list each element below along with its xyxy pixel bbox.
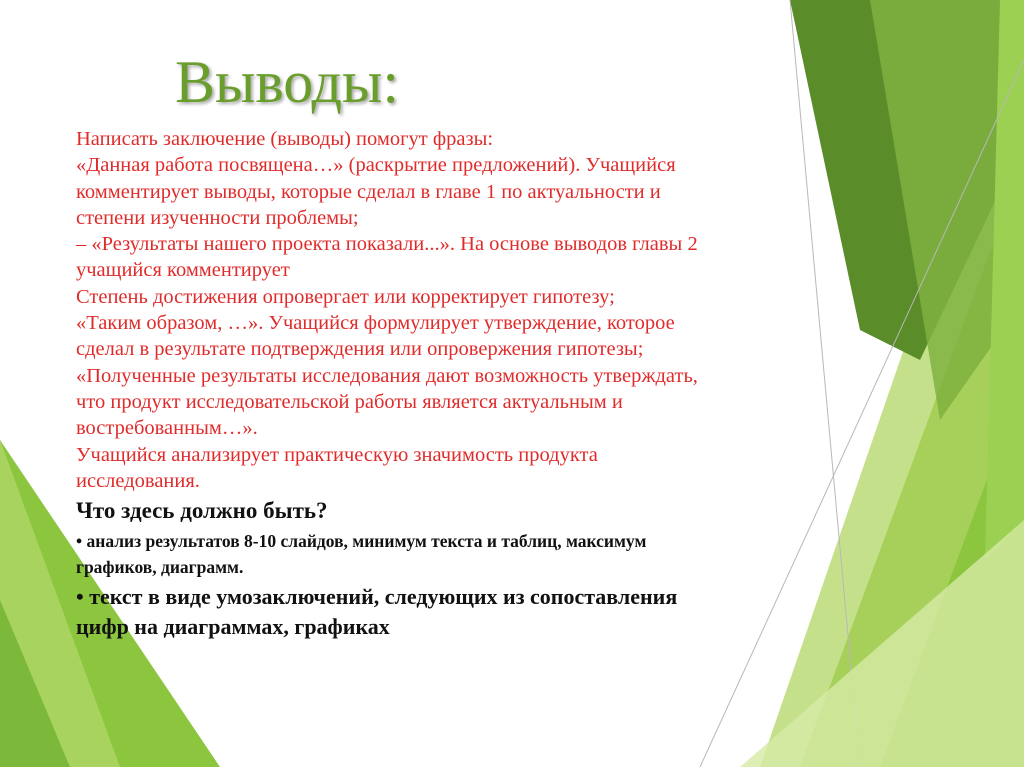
slide-body (76, 126, 876, 642)
bullet-item-conclusions (76, 582, 876, 642)
intro-text-block (76, 126, 876, 494)
intro-line: Написать заключение (выводы) помогут фразы: (76, 128, 494, 150)
question-heading: Что здесь должно быть? (76, 498, 328, 524)
intro-line: Степень достижения опровергает или корректирует гипотезу; (76, 285, 615, 308)
bullet-line: • анализ результатов 8-10 слайдов, минимум текста и таблиц, максимум (76, 531, 647, 552)
intro-line: Учащийся анализирует практическую значимость продукта (76, 443, 598, 466)
intro-line: учащийся комментирует (76, 259, 290, 282)
intro-line: «Данная работа посвящена…» (раскрытие предложений). Учащийся (76, 154, 676, 177)
bullet-line: графиков, диаграмм. (76, 557, 244, 578)
bullet-item-analysis (76, 528, 876, 580)
intro-line: сделал в результате подтверждения или опровержения гипотезы; (76, 338, 644, 361)
intro-line: исследования. (76, 469, 200, 492)
intro-line: комментирует выводы, которые сделал в главе 1 по актуальности и (76, 180, 661, 203)
intro-line: что продукт исследовательской работы является актуальным и (76, 390, 623, 413)
intro-line: – «Результаты нашего проекта показали...». На основе выводов главы 2 (76, 233, 698, 256)
intro-line: «Полученные результаты исследования дают возможность утверждать, (76, 364, 698, 387)
intro-line: «Таким образом, …». Учащийся формулирует утверждение, которое (76, 312, 675, 335)
intro-line: степени изученности проблемы; (76, 206, 359, 229)
intro-line: востребованным…». (76, 417, 258, 440)
bullet-line: цифр на диаграммах, графиках (76, 614, 390, 640)
bullet-line: • текст в виде умозаключений, следующих из сопоставления (76, 584, 678, 610)
slide-title: Выводы: (175, 49, 400, 115)
